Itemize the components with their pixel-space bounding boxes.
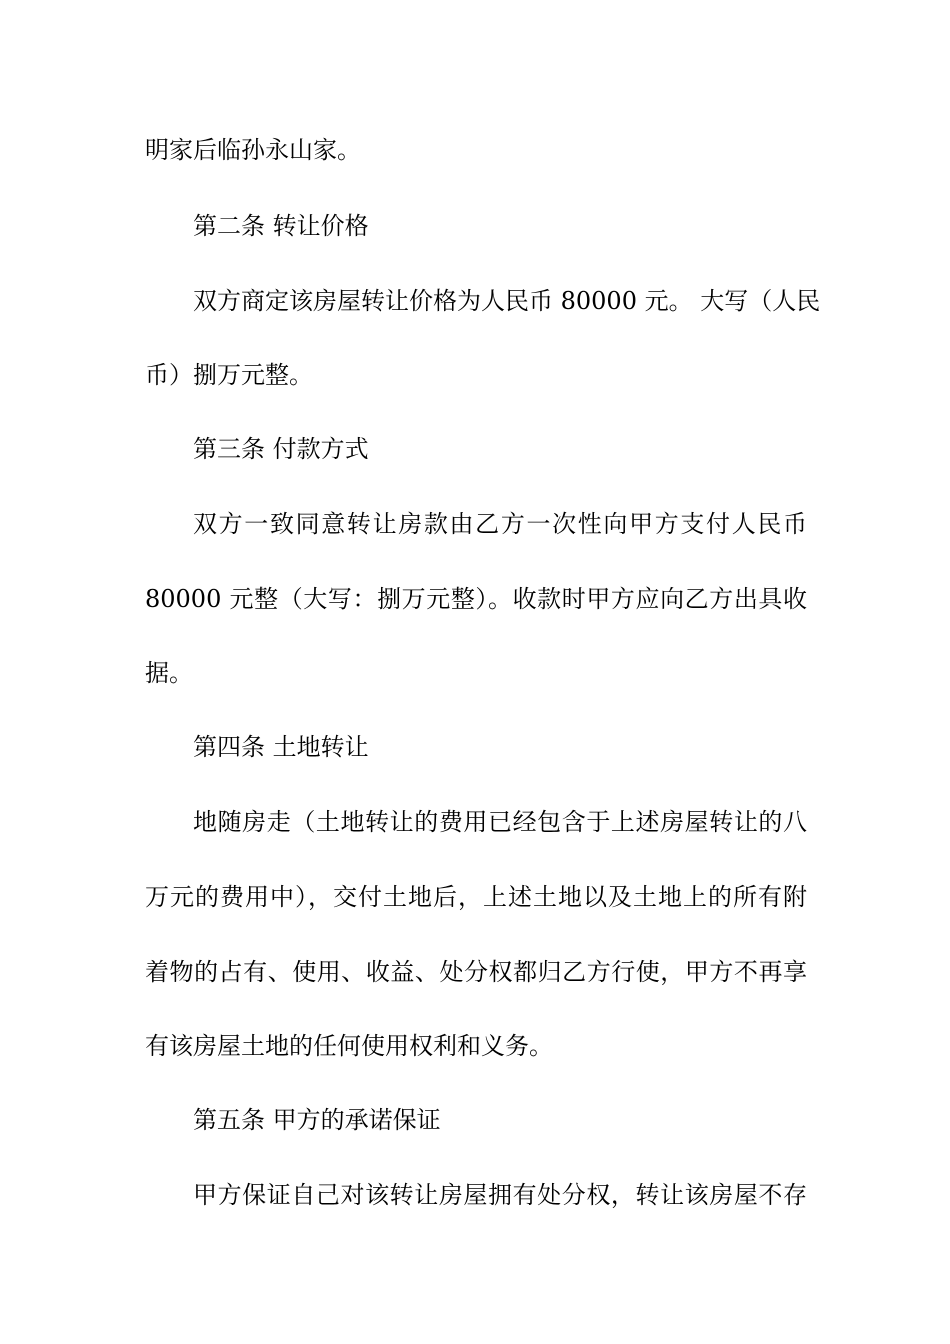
paragraph-line: 80000 元整（大写：捌万元整）。收款时甲方应向乙方出具收 [145, 585, 807, 613]
paragraph-line: 双方商定该房屋转让价格为人民币 80000 元。 大写（人民 [193, 287, 821, 315]
section-heading: 第二条 转让价格 [193, 212, 369, 240]
paragraph-line: 币）捌万元整。 [145, 361, 313, 389]
paragraph-line: 甲方保证自己对该转让房屋拥有处分权，转让该房屋不存 [193, 1181, 807, 1209]
paragraph-line: 双方一致同意转让房款由乙方一次性向甲方支付人民币 [193, 510, 807, 538]
section-heading: 第五条 甲方的承诺保证 [193, 1106, 441, 1134]
section-heading: 第四条 土地转让 [193, 733, 369, 761]
paragraph-line: 着物的占有、使用、收益、处分权都归乙方行使，甲方不再享 [145, 958, 807, 986]
paragraph-line: 地随房走（土地转让的费用已经包含于上述房屋转让的八 [193, 808, 807, 836]
paragraph-line: 明家后临孙永山家。 [145, 136, 361, 164]
section-heading: 第三条 付款方式 [193, 435, 369, 463]
paragraph-line: 据。 [145, 659, 193, 687]
paragraph-line: 有该房屋土地的任何使用权利和义务。 [145, 1032, 553, 1060]
paragraph-line: 万元的费用中），交付土地后，上述土地以及土地上的所有附 [145, 883, 807, 911]
